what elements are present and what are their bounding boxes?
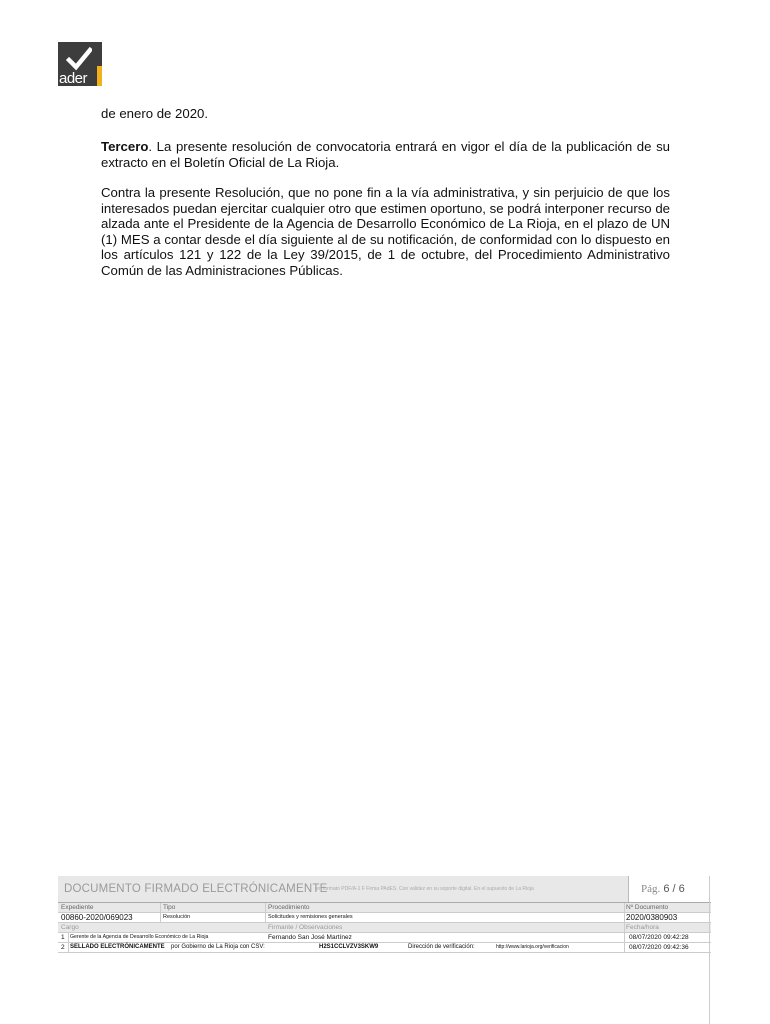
tercero-text: . La presente resolución de convocatoria entrará en vigor el día de la publicación de su extracto en el Boletín Oficial de La Rioja.	[101, 139, 670, 170]
logo-text: ader	[59, 70, 88, 86]
signer-2-direccion-label: Dirección de verificación:	[408, 944, 475, 950]
page-total: 6	[678, 883, 685, 895]
column-divider	[624, 903, 625, 953]
signer-1-number: 1	[61, 934, 65, 941]
value-expediente: 00860-2020/069023	[61, 913, 133, 922]
paragraph-recurso: Contra la presente Resolución, que no pone fin a la vía administrativa, y sin perjuicio de que los interesados puedan ejercitar cualquier otro que estimen oportuno, se podrá interponer recurso de alzada ante el Presidente de la Agencia de Desarrollo Económico de La Rioja, en el plazo de UN (1) MES a contar desde el día siguiente al de su notificación, de conformidad con lo dispuesto en los artículos 121 y 122 de la Ley 39/2015, de 1 de octubre, del Procedimiento Administrativo Común de las Administraciones Públicas.	[101, 185, 670, 278]
paragraph-tercero	[101, 139, 670, 170]
header-expediente: Expediente	[61, 904, 94, 911]
column-divider	[160, 903, 161, 923]
page-indicator	[628, 876, 712, 902]
signer-row-1	[58, 933, 711, 943]
signer-1-firmante: Fernando San José Martínez	[268, 934, 352, 941]
value-procedimiento: Solicitudes y remisiones generales	[268, 914, 353, 920]
ader-logo	[58, 42, 102, 86]
value-n-documento: 2020/0380903	[626, 913, 678, 922]
values-row	[58, 913, 711, 923]
signer-1-fecha: 08/07/2020 09:42:28	[629, 934, 689, 941]
signer-2-sellado: SELLADO ELECTRÓNICAMENTE	[70, 944, 165, 950]
header-firmante: Firmante / Observaciones	[268, 924, 343, 931]
header-row-2	[58, 923, 711, 933]
logo-stripe	[97, 66, 102, 86]
tercero-heading: Tercero	[101, 139, 149, 154]
signer-2-number: 2	[61, 944, 65, 951]
signature-title: DOCUMENTO FIRMADO ELECTRÓNICAMENTE	[64, 883, 328, 895]
column-divider	[68, 933, 69, 953]
header-n-documento: Nº Documento	[626, 904, 669, 911]
page-separator: /	[672, 883, 676, 895]
signer-1-cargo: Gerente de la Agencia de Desarrollo Económico de La Rioja	[70, 934, 209, 940]
signer-2-fecha: 08/07/2020 09:42:36	[629, 944, 689, 951]
value-tipo: Resolución	[163, 914, 191, 920]
header-cargo: Cargo	[61, 924, 79, 931]
signer-2-por: por Gobierno de La Rioja con CSV:	[171, 944, 265, 950]
signature-header	[58, 876, 711, 903]
paragraph-date: de enero de 2020.	[101, 106, 209, 121]
signer-2-csv: H2S1CCLVZV3SKW9	[319, 944, 379, 950]
signature-note: en formato PDF/A-1 F Firma PAdES. Con validez en su soporte digital. En el supuesto de La Rioja	[316, 886, 534, 892]
header-fecha: Fecha/hora	[626, 924, 659, 931]
signer-row-2	[58, 943, 711, 953]
header-row	[58, 903, 711, 913]
column-divider	[265, 903, 266, 923]
verification-link[interactable]: http://www.larioja.org/verificacion	[496, 944, 569, 950]
right-margin-line	[709, 876, 710, 1024]
signature-block	[58, 876, 711, 960]
header-procedimiento: Procedimiento	[268, 904, 310, 911]
header-tipo: Tipo	[163, 904, 176, 911]
page-label: Pág.	[641, 883, 661, 895]
page-current: 6	[663, 883, 670, 895]
checkmark-icon	[66, 46, 92, 72]
